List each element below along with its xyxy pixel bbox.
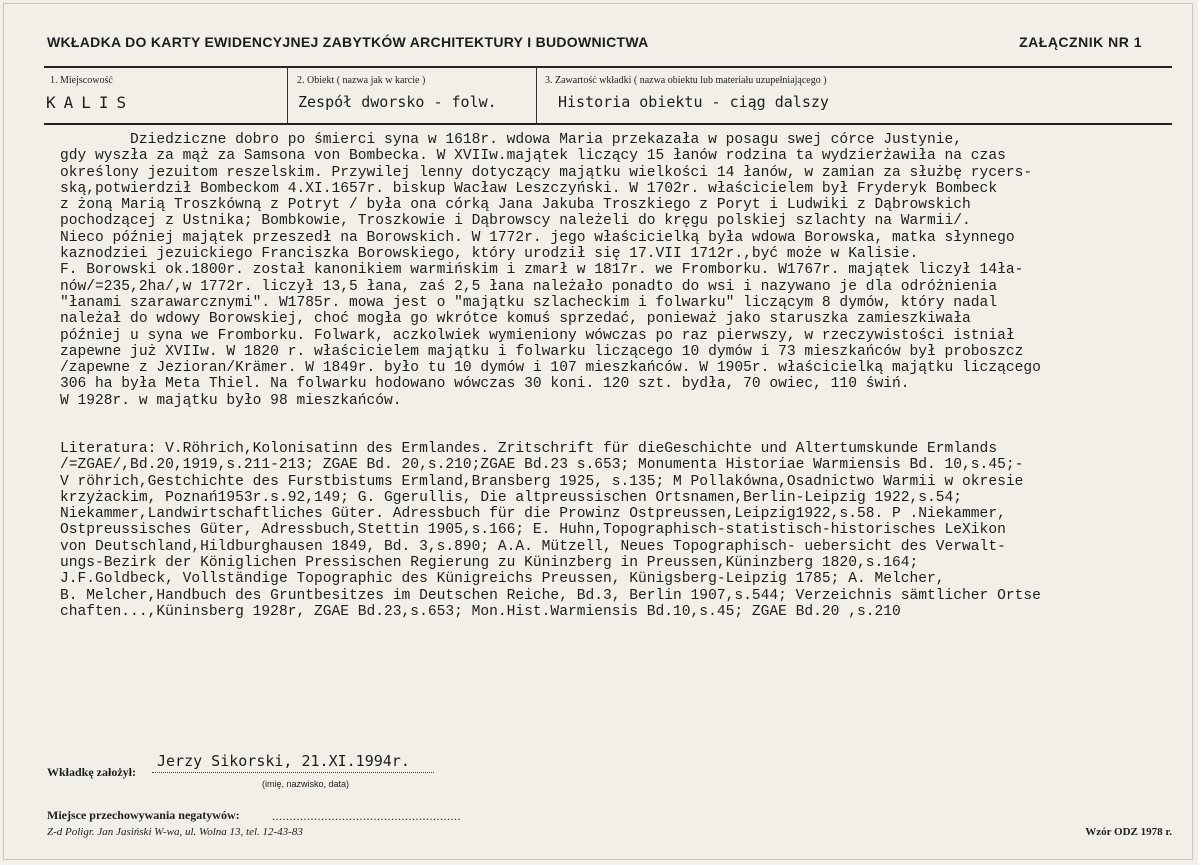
literature-text: Literatura: V.Röhrich,Kolonisatinn des Ermlandes. Zritschrift für dieGeschichte und Altertumskunde Ermlands /=ZGAE/,Bd.20,1919,s.211-213; ZGAE Bd. 20,s.210;ZGAE Bd.23 s.653; Monumenta Historiae Warmiensis Bd. 10,s.45;- V röhrich,Gestchichte des Furstbistums Ermland,Bransberg 1925, s.135; M Pollakówna,Osadnictwo Warmii w okresie krzyżackim, Poznań1953r.s.92,149; G. Ggerullis, Die altpreussischen Ortsnamen,Berlin-Leipzig 1922,s.54; Niekammer,Landwirtschaftliches Güter. Adressbuch für die Prowinz Ostpreussen,Leipzig1922,s.58. P .Niekammer, Ostpreussisches Güter, Adressbuch,Stettin 1905,s.166; E. Huhn,Topographisch-statistisch-historisches LeXikon von Deutschland,Hildburghausen 1849, Bd. 3,s.890; A.A. Mützell, Neues Topographisch- uebersicht des Verwalt- ungs-Bezirk der Königlichen Pressischen Regierung zu Küninzberg in Preussen,Küninzberg 1820,s.164; J.F.Goldbeck, Vollständige Topographic des Künigreichs Preussen, Künigsberg-Leipzig 1785; A. Melcher, B. Melcher,Handbuch des Gruntbesitzes im Deutschen Reiche, Bd.3, Berlin 1907,s.544; Verzeichnis sämtlicher Ortse chaften...,Küninsberg 1928r, ZGAE Bd.23,s.653; Mon.Hist.Warmiensis Bd.10,s.45; ZGAE Bd.20 ,s.210 <box>60 441 1041 620</box>
field-divider <box>287 66 288 123</box>
location-value: KALIS <box>46 93 135 112</box>
field-divider <box>536 66 537 123</box>
form-title: WKŁADKA DO KARTY EWIDENCYJNEJ ZABYTKÓW ARCHITEKTURY I BUDOWNICTWA <box>47 34 649 50</box>
object-value: Zespół dworsko - folw. <box>298 93 497 111</box>
location-label: 1. Miejscowość <box>50 75 113 86</box>
object-label: 2. Obiekt ( nazwa jak w karcie ) <box>297 75 426 86</box>
header-bottom-rule <box>44 123 1172 125</box>
form-pattern-note: Wzór ODZ 1978 r. <box>1085 826 1172 838</box>
printer-note: Z-d Poligr. Jan Jasiński W-wa, ul. Wolna 13, tel. 12-43-83 <box>47 826 303 838</box>
created-by-label: Wkładkę założył: <box>47 765 136 779</box>
history-text: Dziedziczne dobro po śmierci syna w 1618r. wdowa Maria przekazała w posagu swej córce Justynie, gdy wyszła za mąż za Samsona von Bombecka. W XVIIw.majątek liczący 15 łanów rodzina ta wydzierżawiła na czas określony jezuitom reszelskim. Przywilej lenny dotyczący majątku wielkości 14 łanów, w zamian za służbę rycers- ską,potwierdził Bombeckom 4.XI.1657r. biskup Wacław Leszczyński. W 1702r. właścicielem był Fryderyk Bombeck z żoną Marią Troszkówną z Potryt / była ona córką Jana Jakuba Troszkiego z Poryt i Ludwiki z Dąbrowskich pochodzącej z Ustnika; Bombkowie, Troszkowie i Dąbrowscy należeli do kręgu polskiej szlachty na Warmii/. Nieco później majątek przeszedł na Borowskich. W 1772r. jego właścicielką była wdowa Borowska, matka słynnego kaznodziei jezuickiego Franciszka Borowskiego, który urodził się 17.VII 1712r.,być może w Kalisie. F. Borowski ok.1800r. został kanonikiem warmińskim i zmarł w 1817r. we Fromborku. W1767r. majątek liczył 14ła- nów/=235,2ha/,w 1772r. liczył 13,5 łana, zaś 2,5 łana należało ponadto do wsi i nazywano je dla odróżnienia "łanami szarawarcznymi". W1785r. mowa jest o "majątku szlacheckim i folwarku" liczącym 8 dymów, który nadal należał do wdowy Borowskiej, choć mogła go wkrótce komuś sprzedać, ponieważ jako staruszka zamieszkiwała później u syna we Fromborku. Folwark, aczkolwiek wymieniony wówczas po raz pierwszy, w rzeczywistości istniał zapewne już XVIIw. W 1820 r. właścicielem majątku i folwarku liczącego 10 dymów i 73 mieszkańców był proboszcz /zapewne z Jezioran/Krämer. W 1849r. było tu 10 dymów i 107 mieszkańców. W 1905r. właścicielką majątku liczącego 306 ha była Meta Thiel. Na folwarku hodowano wówczas 30 koni. 120 szt. bydła, 70 owiec, 110 świń. W 1928r. w majątku było 98 mieszkańców. <box>60 132 1041 409</box>
header-top-rule <box>44 66 1172 68</box>
content-value: Historia obiektu - ciąg dalszy <box>558 93 829 111</box>
created-by-value: Jerzy Sikorski, 21.XI.1994r. <box>157 752 410 770</box>
negatives-location-dots: ...................................................... <box>272 809 461 823</box>
created-by-dotted-line <box>152 772 434 773</box>
created-by-hint: (imię, nazwisko, data) <box>262 779 350 789</box>
content-label: 3. Zawartość wkładki ( nazwa obiektu lub materiału uzupełniającego ) <box>545 75 827 86</box>
negatives-location-label: Miejsce przechowywania negatywów: <box>47 808 240 822</box>
annex-number: ZAŁĄCZNIK NR 1 <box>1019 34 1142 50</box>
